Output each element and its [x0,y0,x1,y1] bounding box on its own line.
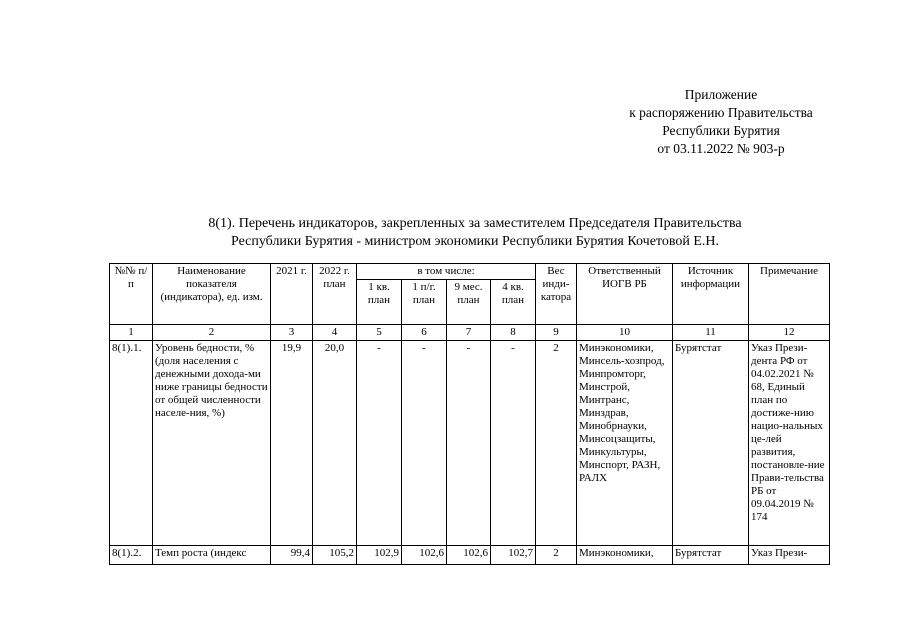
indicators-table [109,263,830,565]
appendix-line: Республики Бурятия [662,123,780,138]
row-2022: 20,0 [313,341,357,546]
header-including: в том числе: [357,264,536,280]
title-line-2: Республики Бурятия - министром экономики Республики Бурятия Кочетовой Е.Н. [230,234,720,249]
table-row [110,546,830,565]
column-number: 11 [673,325,749,341]
column-number-row [110,325,830,341]
row-q4: 102,7 [491,546,536,565]
header-q1: 1 кв. план [357,280,402,325]
row-q1: 102,9 [357,546,402,565]
header-9m: 9 мес. план [447,280,491,325]
header-num: №№ п/п [110,264,153,325]
row-2021: 19,9 [271,341,313,546]
column-number: 7 [447,325,491,341]
table-row [110,341,830,546]
row-num: 8(1).2. [110,546,153,565]
header-q4: 4 кв. план [491,280,536,325]
column-number: 12 [749,325,830,341]
title-line-1: 8(1). Перечень индикаторов, закрепленных за заместителем Председателя Правительства [208,216,742,231]
header-source: Источник информации [673,264,749,325]
header-note: Примечание [749,264,830,325]
column-number: 8 [491,325,536,341]
column-number: 10 [577,325,673,341]
column-number: 3 [271,325,313,341]
row-note: Указ Прези-дента РФ от 04.02.2021 № 68, Единый план по достиже-нию нацио-нальных це-лей развития, постановле-ние Прави-тельства РБ от 09.04.2019 № 174 [749,341,830,546]
appendix-line: к распоряжению Правительства [629,105,813,120]
row-weight: 2 [536,546,577,565]
column-number: 9 [536,325,577,341]
header-2022: 2022 г. план [313,264,357,325]
column-number: 6 [402,325,447,341]
header-2021: 2021 г. [271,264,313,325]
row-2021: 99,4 [271,546,313,565]
row-h1: - [402,341,447,546]
column-number: 1 [110,325,153,341]
row-2022: 105,2 [313,546,357,565]
row-responsible: Минэкономики, Минсель-хозпрод, Минпромторг, Минстрой, Минтранс, Минздрав, Минобрнауки, Минсоцзащиты, Минкультуры, Минспорт, РАЗН, РАЛХ [577,341,673,546]
row-h1: 102,6 [402,546,447,565]
row-name: Уровень бедности, % (доля населения с денежными дохода-ми ниже границы бедности от общей численности населе-ния, %) [153,341,271,546]
row-9m: - [447,341,491,546]
appendix-header [540,86,902,158]
header-responsible: Ответственный ИОГВ РБ [577,264,673,325]
row-q4: - [491,341,536,546]
column-number: 4 [313,325,357,341]
header-weight: Вес инди-катора [536,264,577,325]
row-source: Бурятстат [673,341,749,546]
row-source: Бурятстат [673,546,749,565]
appendix-line: Приложение [684,87,758,102]
column-number: 2 [153,325,271,341]
row-num: 8(1).1. [110,341,153,546]
column-number: 5 [357,325,402,341]
header-row [110,264,830,280]
row-9m: 102,6 [447,546,491,565]
header-h1: 1 п/г. план [402,280,447,325]
row-note: Указ Прези- [749,546,830,565]
row-responsible: Минэкономики, [577,546,673,565]
row-weight: 2 [536,341,577,546]
row-name: Темп роста (индекс [153,546,271,565]
document-title [150,215,800,251]
header-name: Наименование показателя (индикатора), ед. изм. [153,264,271,325]
appendix-line: от 03.11.2022 № 903-р [657,141,785,156]
row-q1: - [357,341,402,546]
